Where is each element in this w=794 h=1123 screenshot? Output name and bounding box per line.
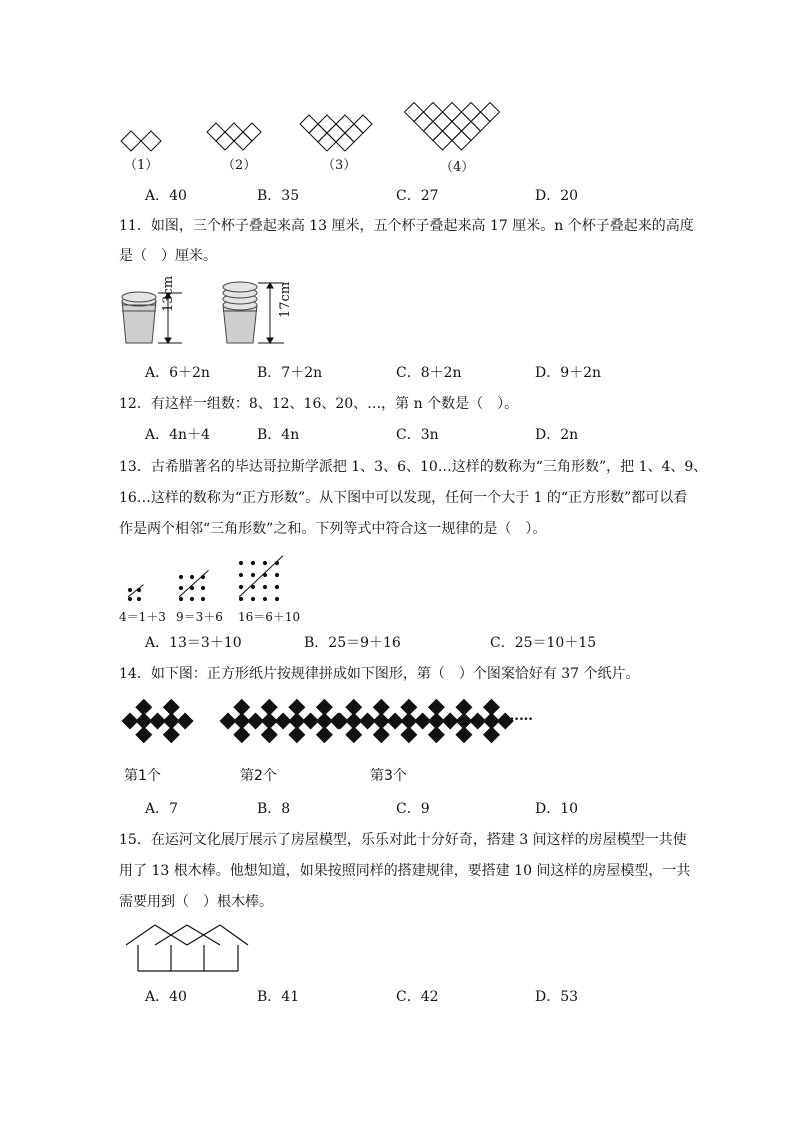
q14-pattern3-tile — [373, 699, 390, 716]
q10-fig4-diamond — [443, 103, 462, 122]
q14-caption-2: 第2个 — [240, 768, 277, 784]
q10-fig3-diamond — [318, 133, 336, 151]
q10-fig-label-3: （3） — [322, 158, 357, 173]
q14-caption-1: 第1个 — [124, 768, 161, 784]
q13-grid3-dot — [263, 561, 266, 564]
q13-grid3-dot — [251, 597, 254, 600]
q10-fig3-diamond — [318, 115, 336, 133]
q13-grid3-dot — [239, 597, 242, 600]
q15-option-d: D．53 — [535, 989, 579, 1005]
q14-pattern2-tile — [288, 726, 305, 743]
q10-fig2-diamond — [216, 132, 234, 150]
q14-caption-3: 第3个 — [370, 768, 407, 784]
q15-option-a: A．40 — [145, 989, 187, 1005]
q13-grid3-dot — [275, 573, 278, 576]
q14-pattern3-tile — [483, 726, 500, 743]
q13-option-b: B．25＝9＋16 — [304, 635, 401, 651]
q13-grid3-dot — [275, 585, 278, 588]
q10-fig4-diamond — [471, 112, 490, 131]
q10-fig3-diamond — [336, 133, 354, 151]
q10-option-b: B．35 — [257, 188, 300, 204]
q10-fig4-diamond — [424, 103, 443, 122]
q10-fig3-diamond — [300, 115, 318, 133]
q10-fig4-diamond — [405, 103, 424, 122]
q13-grid3-dot — [251, 561, 254, 564]
q14-pattern3-tile — [345, 726, 362, 743]
q11-text-line2: 是（ ）厘米。 — [119, 248, 217, 264]
q13-grid2-dot — [190, 597, 193, 600]
q14-pattern3-tile — [428, 699, 445, 716]
q13-option-c: C．25＝10＋15 — [490, 635, 597, 651]
q14-pattern1-tile — [135, 699, 152, 716]
q11-option-a: A．6＋2n — [145, 365, 210, 381]
q14-pattern3-tile — [455, 726, 472, 743]
q11-text-line1: 11．如图，三个杯子叠起来高 13 厘米，五个杯子叠起来高 17 厘米。n 个杯子叠起来的高度 — [119, 218, 694, 234]
q13-grid2-dot — [190, 575, 193, 578]
q12-text-line1: 12．有这样一组数：8、12、16、20、…，第 n 个数是（ ）。 — [119, 396, 519, 412]
q14-option-c: C．9 — [396, 801, 430, 817]
q13-grid2-divider — [179, 570, 209, 597]
q15-option-b: B．41 — [257, 989, 300, 1005]
q12-option-c: C．3n — [396, 427, 439, 443]
q14-pattern3-tile — [455, 699, 472, 716]
q13-grid1-dot — [137, 597, 140, 600]
q13-grid3-dot — [263, 585, 266, 588]
q13-grid3-dot — [239, 561, 242, 564]
q10-figure — [0, 0, 794, 200]
q14-pattern2-tile — [233, 699, 250, 716]
q10-fig3-diamond — [354, 115, 372, 133]
q11-option-c: C．8＋2n — [396, 365, 462, 381]
q10-fig4-diamond — [433, 112, 452, 131]
q10-fig-label-1: （1） — [124, 158, 159, 173]
q10-fig4-diamond — [452, 112, 471, 131]
q14-pattern3-tile — [483, 699, 500, 716]
q15-text-line2: 用了 13 根木棒。他想知道，如果按照同样的搭建规律，要搭建 10 间这样的房屋模型，一共 — [119, 863, 691, 879]
q14-pattern3-tile — [428, 726, 445, 743]
q15-option-c: C．42 — [396, 989, 439, 1005]
q10-fig2-diamond — [225, 123, 243, 141]
q10-fig4-diamond — [462, 103, 481, 122]
q12-option-b: B．4n — [257, 427, 300, 443]
q10-fig1-diamond — [121, 131, 141, 151]
q15-houses-figure — [125, 922, 265, 982]
q10-fig4-diamond — [414, 112, 433, 131]
q13-grid3-dot — [275, 597, 278, 600]
q14-pattern2-tile — [261, 726, 278, 743]
q14-text-line1: 14．如下图：正方形纸片按规律拼成如下图形，第（ ）个图案恰好有 37 个纸片。 — [119, 666, 640, 682]
q13-grid2-dot — [201, 586, 204, 589]
q10-fig3-diamond — [336, 115, 354, 133]
q13-caption-2: 9＝3＋6 — [176, 610, 223, 624]
q11-label-13cm: 13cm — [161, 275, 176, 312]
q10-option-c: C．27 — [396, 188, 439, 204]
q12-option-d: D．2n — [535, 427, 579, 443]
q15-text-line1: 15．在运河文化展厅展示了房屋模型，乐乐对此十分好奇，搭建 3 间这样的房屋模型一共使 — [119, 832, 687, 848]
q14-pattern2-tile — [316, 699, 333, 716]
q13-text-line1: 13．古希腊著名的毕达哥拉斯学派把 1、3、6、10…这样的数称为“三角形数”，把 1、4、9、 — [119, 459, 708, 475]
q14-ellipsis: …… — [505, 708, 533, 724]
q11-option-d: D．9＋2n — [535, 365, 602, 381]
q15-text-line3: 需要用到（ ）根木棒。 — [119, 894, 273, 910]
q11-option-b: B．7＋2n — [257, 365, 323, 381]
q10-fig2-diamond — [207, 123, 225, 141]
q10-fig-label-2: （2） — [222, 158, 257, 173]
q14-pattern2-tile — [288, 699, 305, 716]
q13-grid2-dot — [179, 586, 182, 589]
q10-fig4-diamond — [424, 122, 443, 141]
q14-pattern1-tile — [177, 713, 194, 730]
q13-caption-3: 16＝6＋10 — [238, 610, 301, 624]
q13-grid1-dot — [128, 588, 131, 591]
q14-option-b: B．8 — [257, 801, 291, 817]
q14-pattern2-tile — [316, 726, 333, 743]
q14-pattern1-tile — [163, 726, 180, 743]
q11-label-17cm: 17cm — [278, 281, 293, 318]
q14-pattern2-tile — [233, 726, 250, 743]
q13-grid3-dot — [239, 585, 242, 588]
q10-fig4-diamond — [433, 131, 452, 150]
q14-tiles-figure — [118, 694, 478, 754]
q13-grid1-dot — [128, 597, 131, 600]
q10-fig1-diamond — [141, 131, 161, 151]
q14-option-a: A．7 — [145, 801, 179, 817]
q12-option-a: A．4n＋4 — [145, 427, 210, 443]
q10-option-a: A．40 — [145, 188, 187, 204]
q10-fig4-diamond — [443, 122, 462, 141]
q13-grid3-dot — [263, 597, 266, 600]
q13-grid3-dot — [251, 573, 254, 576]
q13-text-line3: 作是两个相邻“三角形数”之和。下列等式中符合这一规律的是（ ）。 — [119, 521, 547, 537]
q10-fig4-diamond — [462, 122, 481, 141]
q14-option-d: D．10 — [535, 801, 579, 817]
q10-fig2-diamond — [234, 132, 252, 150]
q10-fig3-diamond — [309, 124, 327, 142]
q13-dots-figure — [118, 545, 318, 615]
q13-grid2-dot — [179, 575, 182, 578]
q10-fig4-diamond — [452, 131, 471, 150]
q13-grid3-dot — [251, 585, 254, 588]
q13-caption-1: 4＝1＋3 — [119, 610, 166, 624]
q13-grid2-dot — [179, 597, 182, 600]
q10-fig3-diamond — [345, 124, 363, 142]
q14-pattern3-tile — [400, 726, 417, 743]
q13-text-line2: 16…这样的数称为“正方形数”。从下图中可以发现，任何一个大于 1 的“正方形数”都可以看 — [119, 490, 688, 506]
q10-fig-label-4: （4） — [440, 160, 475, 175]
q13-grid3-dot — [239, 573, 242, 576]
q10-fig4-diamond — [481, 103, 500, 122]
q13-grid2-dot — [201, 597, 204, 600]
q14-pattern1-tile — [135, 726, 152, 743]
q14-pattern3-tile — [345, 699, 362, 716]
q14-pattern3-tile — [400, 699, 417, 716]
q10-option-d: D．20 — [535, 188, 579, 204]
q10-fig2-diamond — [243, 123, 261, 141]
q14-pattern3-tile — [373, 726, 390, 743]
q13-option-a: A．13＝3＋10 — [145, 635, 242, 651]
q14-pattern2-tile — [261, 699, 278, 716]
q10-fig3-diamond — [327, 124, 345, 142]
q14-pattern1-tile — [163, 699, 180, 716]
